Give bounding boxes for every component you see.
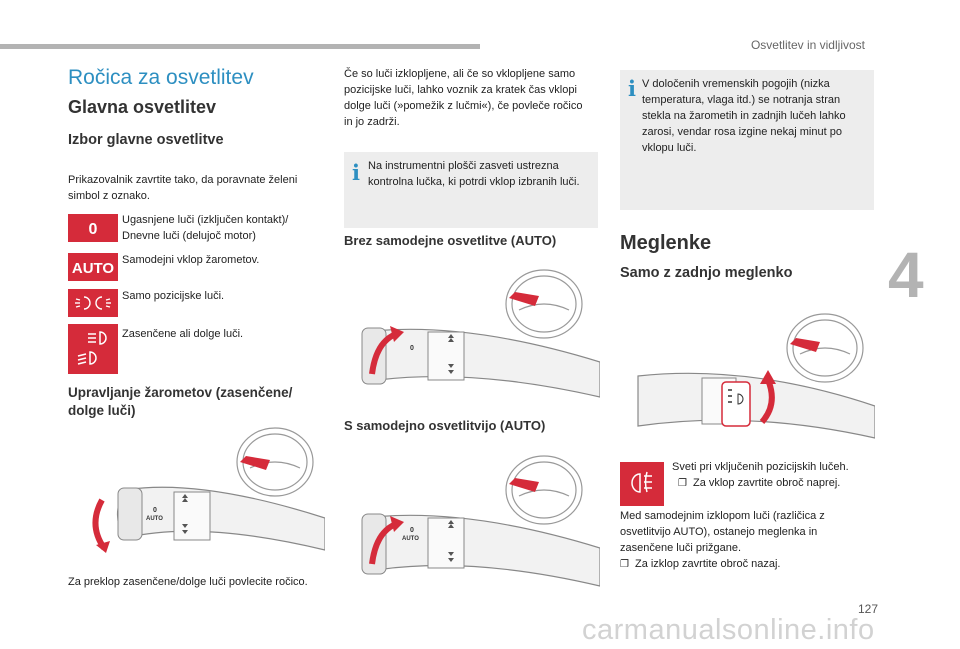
running-header: Osvetlitev in vidljivost	[750, 38, 865, 52]
fog-on-line: Sveti pri vključenih pozicijskih lučeh.	[672, 461, 849, 473]
steering-wheel-icon	[506, 456, 582, 524]
intro-text: Prikazovalnik zavrtite tako, da poravnate želeni simbol z oznako.	[68, 174, 298, 202]
fog-on-bullet	[672, 475, 872, 492]
heading-fog-lights: Meglenke	[620, 232, 712, 254]
stalk-illustration-fog	[630, 298, 875, 443]
heading-rear-fog-only: Samo z zadnjo meglenko	[620, 265, 793, 281]
tip-box-indicator	[344, 152, 598, 228]
flash-text: Če so luči izklopljene, ali če so vklopljene samo pozicijske luči, lahko voznik za kratek čas vklopi dolge luči (»pomežik z lučmi«), če povleče ročico in jo zadrži.	[344, 68, 583, 128]
fog-on-text	[672, 459, 872, 492]
chapter-number: 4	[888, 239, 924, 311]
steering-wheel-icon	[506, 270, 582, 338]
stalk-label-zero: 0	[410, 345, 414, 352]
bullet-icon: ❐	[620, 559, 629, 570]
stalk-marker	[509, 478, 539, 492]
row-auto-text: Samodejni vklop žarometov.	[122, 254, 260, 266]
stalk-illustration-pull	[80, 420, 325, 560]
stalk-label-zero: 0	[410, 527, 414, 534]
info-icon: i	[628, 76, 636, 101]
info-icon: i	[352, 160, 360, 185]
section-title: Ročica za osvetlitev	[68, 66, 254, 89]
heading-auto: S samodejno osvetlitvijo (AUTO)	[344, 418, 546, 433]
stalk-marker	[509, 292, 539, 306]
stalk-label-auto: AUTO	[402, 536, 419, 542]
stalk-label-auto: AUTO	[146, 516, 163, 522]
heading-no-auto: Brez samodejne osvetlitve (AUTO)	[344, 233, 557, 248]
stalk-illustration-auto	[344, 448, 600, 593]
heading-select-lighting: Izbor glavne osvetlitve	[68, 132, 224, 148]
auto-off-bullet	[620, 556, 870, 573]
auto-off-bullet-text: Za izklop zavrtite obroč nazaj.	[634, 558, 781, 570]
position-lights-icon	[68, 289, 118, 317]
fog-on-bullet-text: Za vklop zavrtite obroč naprej.	[692, 477, 841, 489]
dipped-main-beam-icon	[68, 324, 118, 374]
auto-glyph: AUTO	[71, 260, 115, 277]
row-off-text: Ugasnjene luči (izključen kontakt)/ Dnevne luči (delujoč motor)	[122, 214, 289, 242]
heading-headlamp-control: Upravljanje žarometov (zasenčene/ dolge luči)	[68, 385, 293, 418]
header-bar	[0, 44, 480, 49]
bullet-icon: ❐	[678, 478, 687, 489]
tip-condensation-text: V določenih vremenskih pogojih (nizka temperatura, vlaga itd.) se notranja stran stekla na žarometih in zadnjih lučeh lahko zarosi, vendar rosa izgine nekaj minut po vklopu luči.	[642, 78, 846, 154]
stalk-illustration-no-auto	[344, 262, 600, 402]
auto-off-text: Med samodejnim izklopom luči (različica z osvetlitvijo AUTO), ostanejo meglenka in zasenčene luči prižgane.	[620, 510, 825, 554]
auto-icon	[68, 253, 118, 281]
watermark: carmanualsonline.info	[582, 614, 875, 646]
off-icon	[68, 214, 118, 242]
stalk-marker	[240, 456, 270, 470]
tip-indicator-text: Na instrumentni plošči zasveti ustrezna kontrolna lučka, ki potrdi vklop izbranih luči.	[368, 160, 580, 188]
tip-box-condensation	[620, 70, 874, 210]
rear-fog-lamp-icon	[620, 462, 664, 506]
steering-wheel-icon	[787, 314, 863, 382]
row-position-text: Samo pozicijske luči.	[122, 290, 225, 302]
stalk-marker	[790, 338, 820, 352]
stalk-label-zero: 0	[153, 507, 157, 514]
caption-pull-stalk: Za preklop zasenčene/dolge luči povlecite ročico.	[68, 576, 308, 588]
heading-main-lights: Glavna osvetlitev	[68, 97, 217, 117]
off-glyph: 0	[88, 221, 98, 238]
page-number: 127	[858, 602, 879, 616]
row-dipped-text: Zasenčene ali dolge luči.	[122, 328, 244, 340]
